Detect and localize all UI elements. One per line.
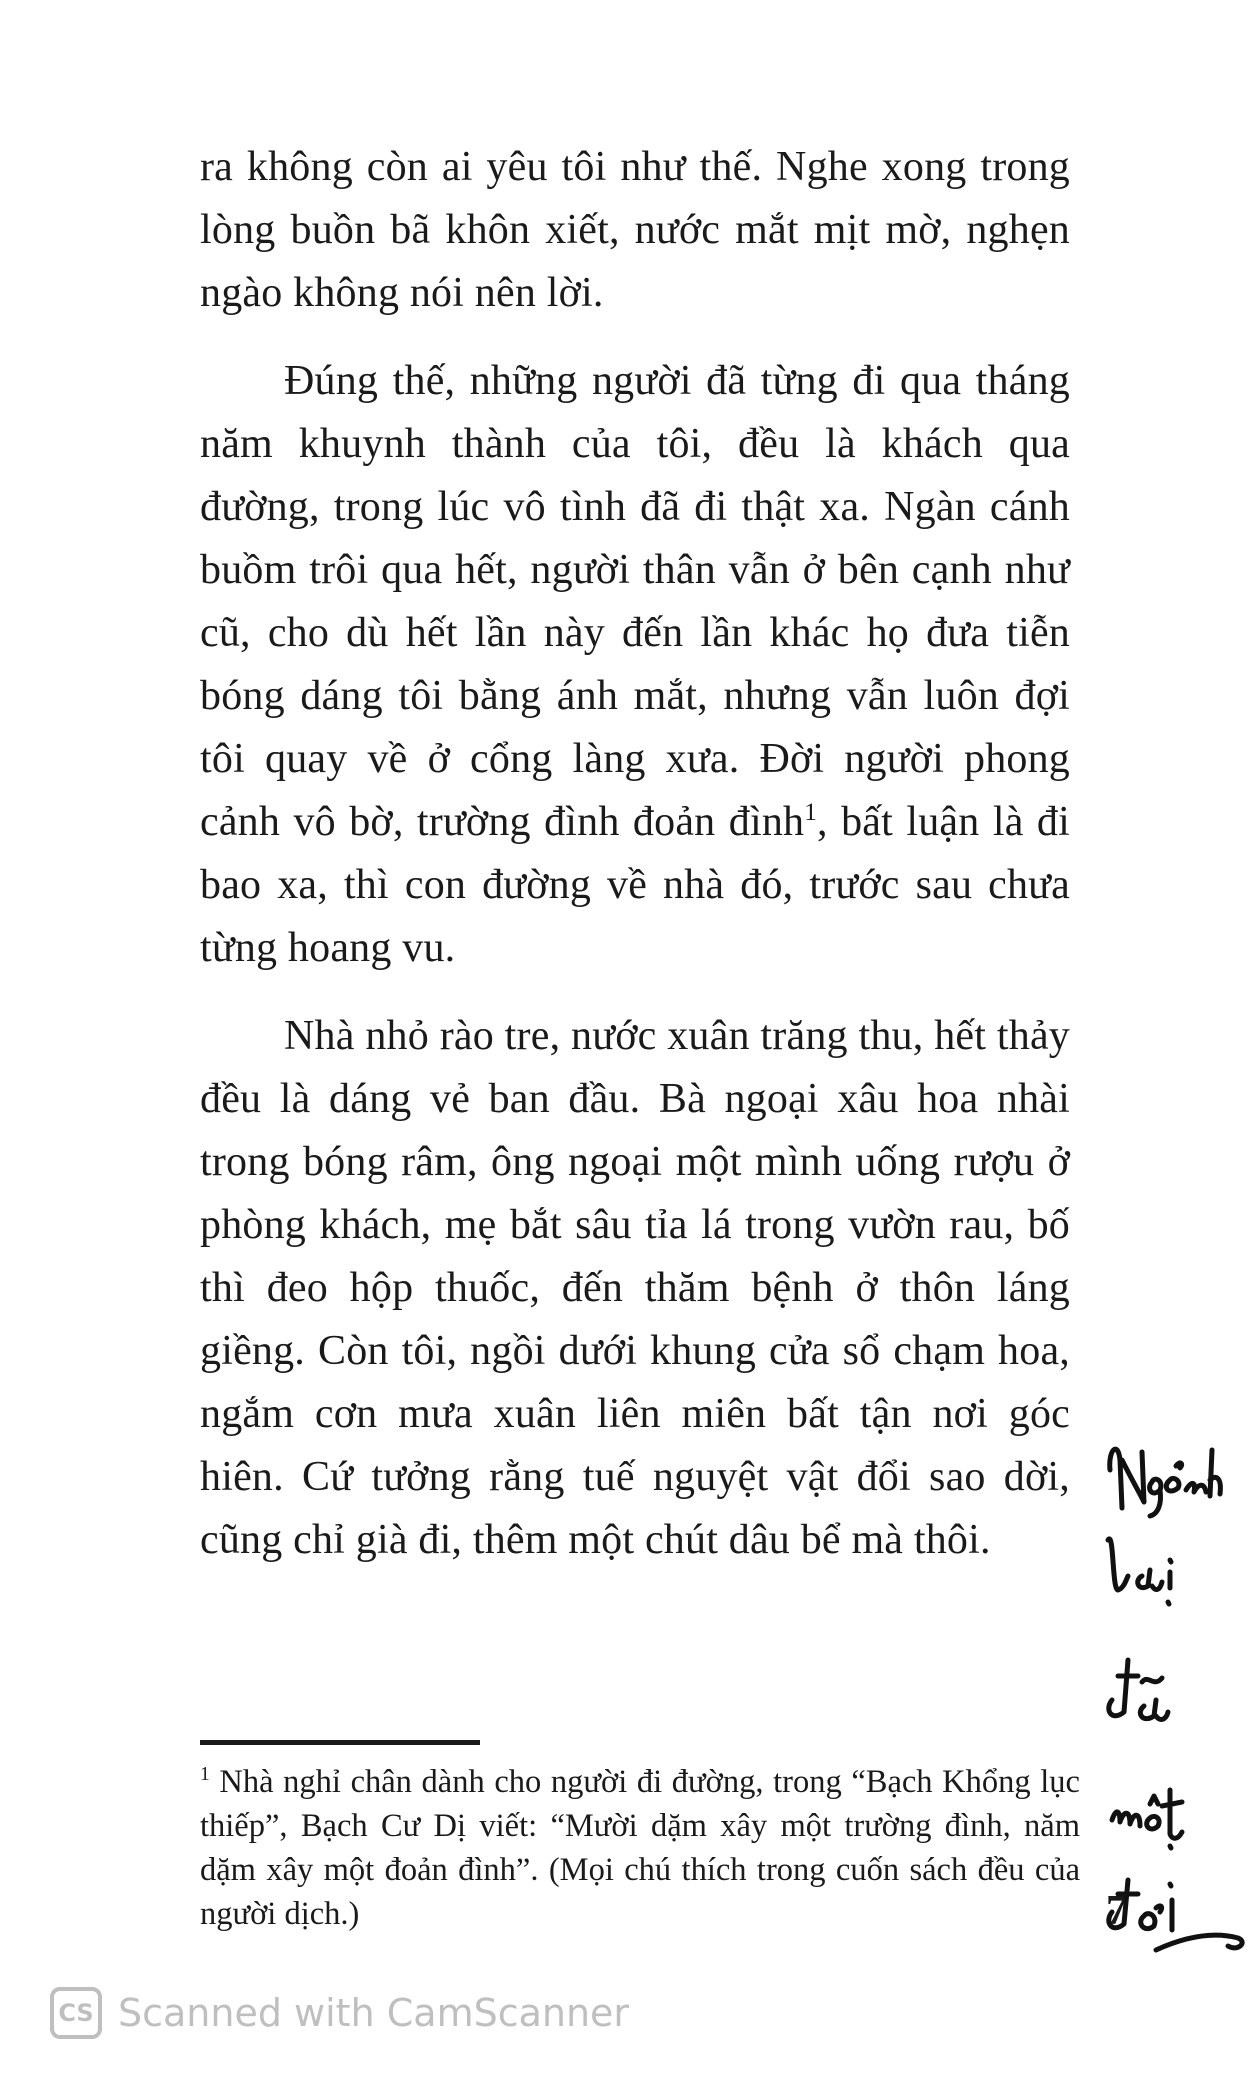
camscanner-logo-icon: CS bbox=[50, 1987, 102, 2039]
footnote-reference[interactable]: 1 bbox=[804, 799, 818, 826]
paragraph-3: Nhà nhỏ rào tre, nước xuân trăng thu, hết thảy đều là dáng vẻ ban đầu. Bà ngoại xâu hoa nhài trong bóng râm, ông ngoại một mình uống rượu ở phòng khách, mẹ bắt sâu tỉa lá trong vườn rau, bố thì đeo hộp thuốc, đến thăm bệnh ở thôn láng giềng. Còn tôi, ngồi dưới khung cửa sổ chạm hoa, ngắm cơn mưa xuân liên miên bất tận nơi góc hiên. Cứ tưởng rằng tuế nguyệt vật đổi sao dời, cũng chỉ già đi, thêm một chút dâu bể mà thôi. bbox=[200, 1013, 1070, 1563]
paragraph-1: ra không còn ai yêu tôi như thế. Nghe xong trong lòng buồn bã khôn xiết, nước mắt mịt mờ, nghẹn ngào không nói nên lời. bbox=[200, 144, 1070, 316]
handwritten-note-image bbox=[1098, 1430, 1248, 1970]
handwritten-note bbox=[1098, 1430, 1248, 1970]
footnote-text: Nhà nghỉ chân dành cho người đi đường, trong “Bạch Khổng lục thiếp”, Bạch Cư Dị viết: “Mười dặm xây một trường đình, năm dặm xây một đoản đình”. (Mọi chú thích trong cuốn sách đều của người dịch.) bbox=[200, 1764, 1080, 1932]
paragraph-2-text: Đúng thế, những người đã từng đi qua tháng năm khuynh thành của tôi, đều là khách qua đường, trong lúc vô tình đã đi thật xa. Ngàn cánh buồm trôi qua hết, người thân vẫn ở bên cạnh như cũ, cho dù hết lần này đến lần khác họ đưa tiễn bóng dáng tôi bằng ánh mắt, nhưng vẫn luôn đợi tôi quay về ở cổng làng xưa. Đời người phong cảnh vô bờ, trường đình đoản đình bbox=[200, 358, 1070, 845]
camscanner-watermark bbox=[50, 1983, 629, 2043]
page-number: 7 bbox=[1106, 1888, 1127, 1934]
footnote bbox=[200, 1760, 1080, 1936]
footnote-marker: 1 bbox=[200, 1764, 210, 1786]
camscanner-text: Scanned with CamScanner bbox=[118, 1991, 630, 2035]
paragraph-2 bbox=[200, 350, 1070, 980]
footnote-divider bbox=[200, 1740, 480, 1745]
paragraph-2-text-end: , bất luận là đi bao xa, thì con đường về nhà đó, trước sau chưa từng hoang vu. bbox=[200, 799, 1070, 971]
body-text bbox=[200, 136, 1070, 1597]
